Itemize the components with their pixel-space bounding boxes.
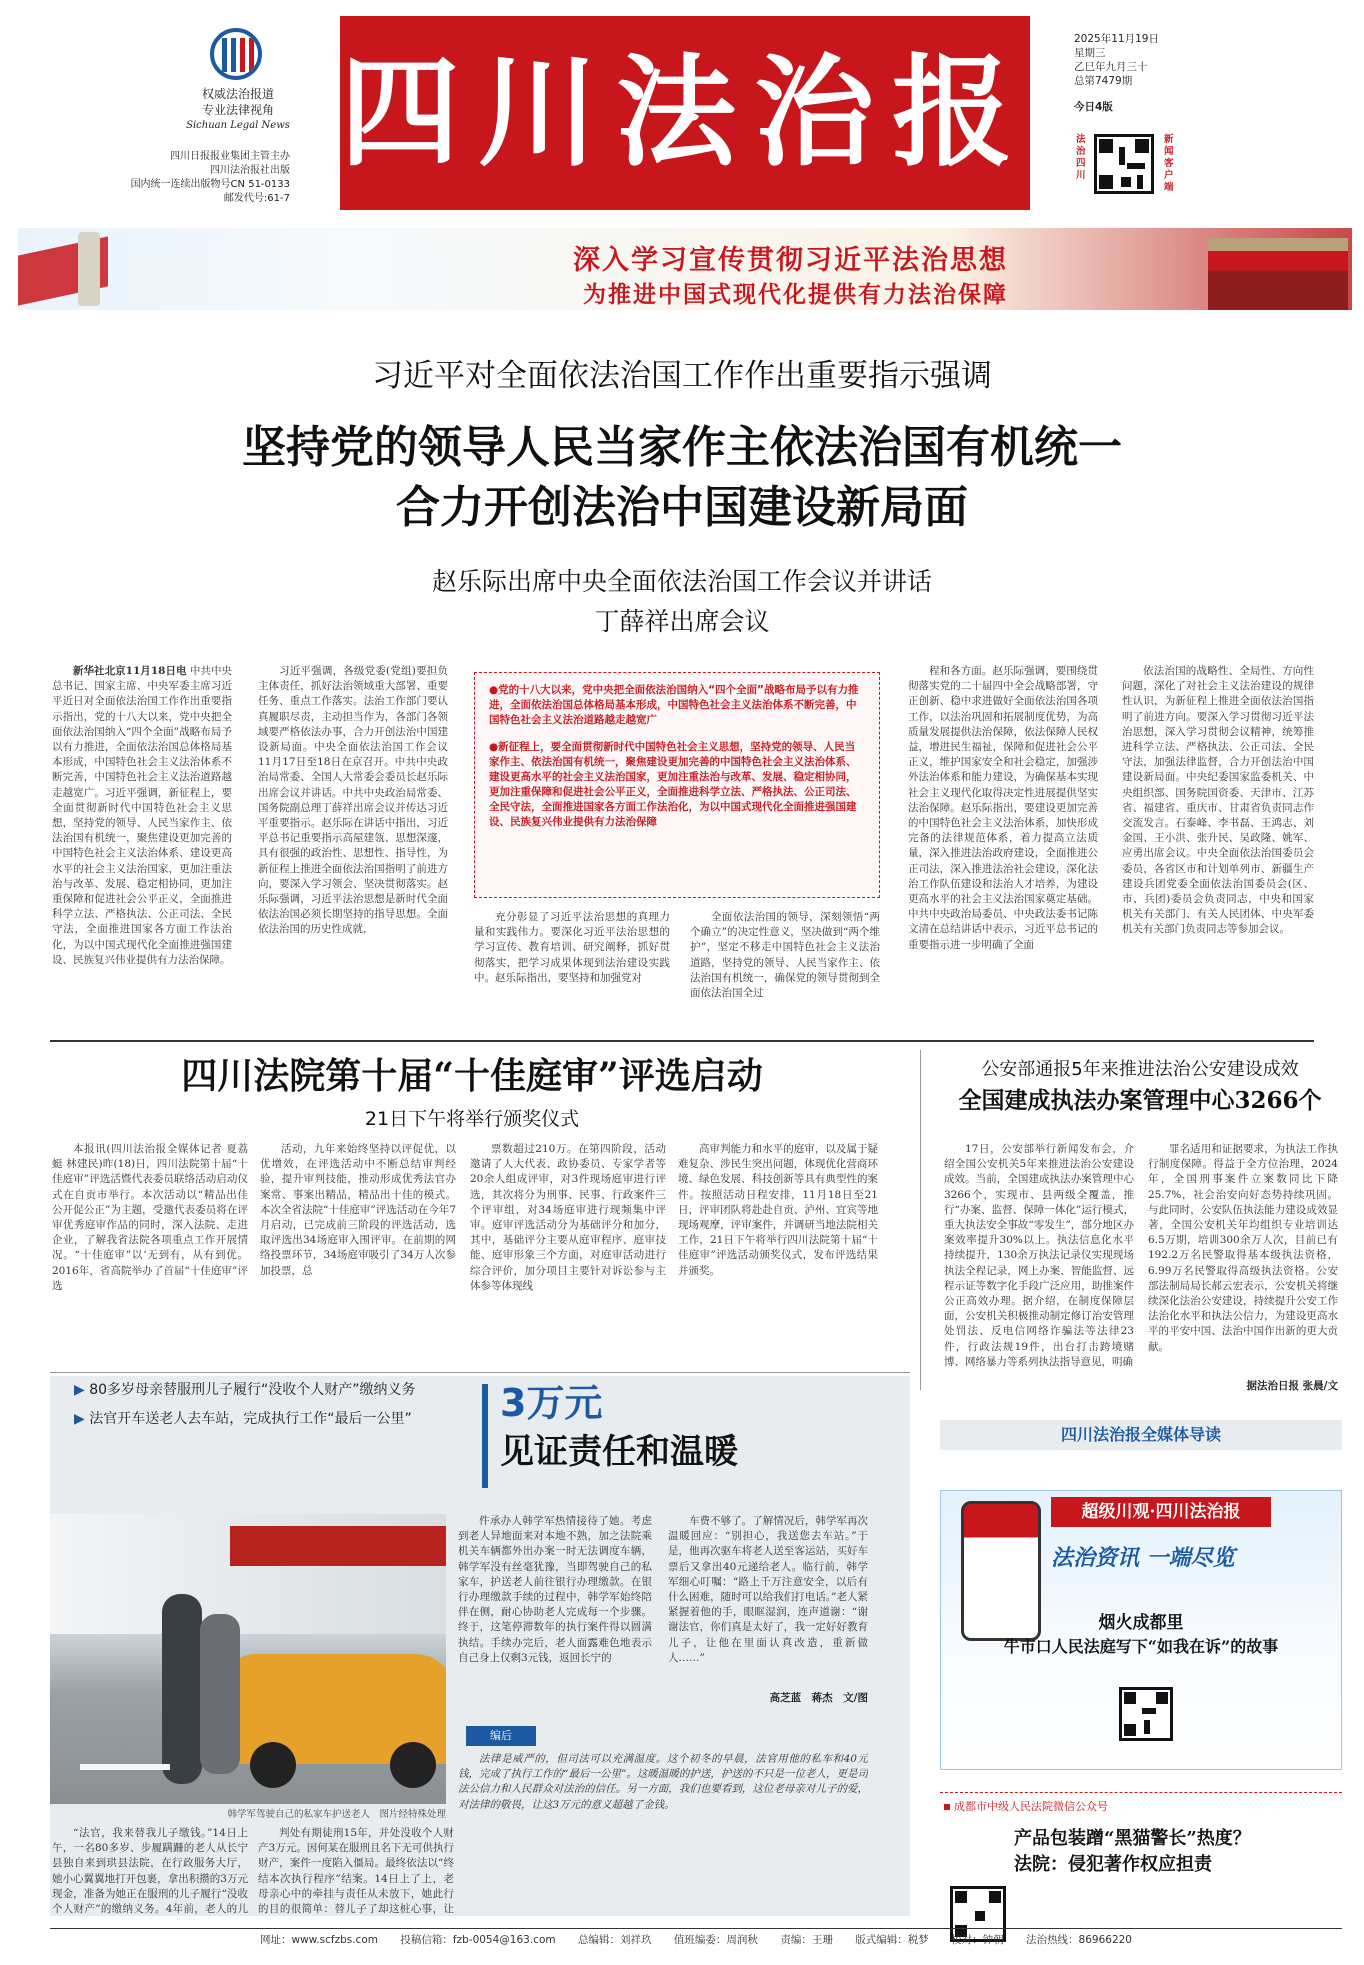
postal-code: 邮发代号:61-7 — [223, 193, 290, 204]
court-subheadline: 21日下午将举行颁奖仪式 — [364, 1108, 580, 1130]
lead-sub-2: 丁薛祥出席会议 — [594, 607, 770, 636]
lead-col-4: 全面依法治国的领导，深刻领悟“两个确立”的决定性意义，坚决做到“两个维护”，坚定不移走中国特色社会主义法治道路，坚持党的领导、人民当家作主、依法治国有机统一，确保党的领导贯彻到全面依法治国全过 — [690, 911, 880, 1000]
sponsor-line2: 四川法治报社出版 — [210, 165, 290, 176]
footer-editor: 责编：王珊 — [780, 1934, 833, 1946]
court-col-1: 本报讯(四川法治报全媒体记者 夏荔蜓 林建民)昨(18)日，四川法院第十届“十佳庭审”评选活暨代表委员联络活动启动仪式在自贡市举行。本次活动以“精品出佳 公开促公正”为主题，受邀代表委员将在评审优秀庭审作品的同时，深入法院、走进企业，了解我省法院各项重点工作开展情况。“十佳庭审”以‘无到有，从有到优。2016年，省高院举办了首届“十佳庭审”评选 — [52, 1143, 248, 1292]
lead-col-2: 习近平强调，各级党委(党组)要担负主体责任，抓好法治领域重大部署、重要任务、重点工作落实。法治工作部门要认真履职尽责，主动担当作为，各部门各领域要严格依法办事，合力开创法治中国建设新局面。中央全面依法治国工作会议11月17日至18日在京召开。中共中央政治局常委、全国人大常委会委员长赵乐际出席会议并讲话。中共中央政治局常委、国务院副总理丁薛祥出席会议并传达习近平重要指示。赵乐际在讲话中指出，习近平总书记重要指示高屋建瓴、思想深邃，具有很强的政治性、思想性、指导性，为新征程上推进全面依法治国指明了前进方向，要深入学习领会、坚决贯彻落实。赵乐际强调，习近平法治思想是新时代全面依法治国必须长期坚持的指导思想。全面依法治国的历史性成就， — [258, 665, 448, 936]
lead-col-1: 中共中央总书记、国家主席、中央军委主席习近平近日对全面依法治国工作作出重要指示指出，党的十八大以来，党中央把全面依法治国纳入“四个全面”战略布局予以有力推进，全面依法治国总体格局基本形成，中国特色社会主义法治体系不断完善，中国特色社会主义法治道路越走越宽广。习近平强调，新征程上，要全面贯彻新时代中国特色社会主义思想，坚持党的领导、人民当家作主、依法治国有机统一，聚焦建设更加完善的中国特色社会主义法治体系、建设更高水平的社会主义法治国家，更加注重法治与改革、发展、稳定相协同，更加注重保障和促进社会公平正义，全面推进科学立法、严格执法、公正司法、全民守法，全面推进国家各方面工作法治化，为以中国式现代化全面推进强国建设、民族复兴伟业提供有力法治保障。 — [52, 665, 232, 966]
feature-headline: 见证责任和温暖 — [500, 1432, 738, 1472]
police-byline: 据法治日报 张晨/文 — [1246, 1380, 1338, 1392]
footer-email[interactable]: 投稿信箱：fzb-0054@163.com — [400, 1934, 556, 1946]
lead-sub-1: 赵乐际出席中央全面依法治国工作会议并讲话 — [431, 567, 932, 596]
footer-chief-editor: 总编辑：刘祥玖 — [578, 1934, 652, 1946]
footer-bar — [50, 1932, 1342, 1947]
editor-note: 法律是威严的，但司法可以充满温度。这个初冬的早晨，法官用他的私车和40元钱，完成了执行工作的“最后一公里”。这暖温暖的护送，护送的不只是一位老人，更是司法公信力和人民群众对法治的信任。另一方面，我们也要看到，这位老母亲对儿子的爱，对法律的敬畏，让这3万元的意义超越了金钱。 — [458, 1753, 868, 1811]
lead-col-5: 程和各方面。赵乐际强调，要围绕贯彻落实党的二十届四中全会战略部署，守正创新、稳中求进做好全面依法治国各项工作，以法治巩固和拓展制度优势，为高质量发展提供法治保障，依法保障人民权益，增进民生福祉，保障和促进社会公平正义，维护国家安全和社会稳定，加强涉外法治体系和能力建设，为确保基本实现社会主义现代化取得决定性进展提供坚实法治保障。赵乐际指出，要建设更加完善的中国特色社会主义法治体系，加快形成完备的法律规范体系，着力提高立法质量，深入推进法治政府建设，全面推进公正司法，深入推进法治社会建设，深化法治工作队伍建设和法治人才培养，为建设更高水平的社会主义法治国家奠定基础。中共中央政治局委员、中央政法委书记陈文清在总结讲话中表示，习近平总书记的重要指示进一步明确了全面 — [908, 665, 1098, 951]
media-section-header: 四川法治报全媒体导读 — [1060, 1425, 1221, 1444]
lead-headline-2: 合力开创法治中国建设新局面 — [396, 482, 968, 533]
court-col-3: 票数超过210万。在第四阶段，活动邀请了人大代表、政协委员、专家学者等20余人组成评审，对3件现场庭审进行评选，其次将分为刑事、民事、行政案件三个评审组，对34场庭审进行现频集中评审。庭审评选活动分为基础评分和加分，其中，基础评分主要从庭审程序、庭审技能、庭审形象三个方面，对庭审活动进行综合评价，加分项目主要针对诉讼参与主体参等体现线 — [470, 1143, 666, 1292]
english-name: Sichuan Legal News — [186, 120, 290, 131]
triangle-bullet-icon: ▶ — [74, 1382, 90, 1398]
editor-note-label: 编后 — [466, 1726, 536, 1746]
media-story-1-line1[interactable]: 烟火成都里 — [1098, 1613, 1184, 1633]
sponsor-line1: 四川日报报业集团主管主办 — [170, 151, 290, 162]
slogan-line2: 专业法律视角 — [201, 103, 274, 117]
issue-lunar: 乙巳年九月三十 — [1074, 61, 1148, 73]
issue-number: 总第7479期 — [1074, 75, 1133, 87]
footer-website[interactable]: 网址：www.scfzbs.com — [260, 1934, 378, 1946]
qr-label-right: 新闻客户端 — [1164, 134, 1174, 193]
media-story-1-qr-code[interactable] — [1119, 1687, 1173, 1741]
lead-dateline: 新华社北京11月18日电 — [73, 665, 187, 677]
media-story-1-line2[interactable]: 牛市口人民法庭写下“如我在诉”的故事 — [1003, 1637, 1279, 1656]
lead-highlight-2: ●新征程上，要全面贯彻新时代中国特色社会主义思想，坚持党的领导、人民当家作主、依法治国有机统一，聚焦建设更加完善的中国特色社会主义法治体系、建设更高水平的社会主义法治国家，更加注重法治与改革、发展、稳定相协同，更加注重保障和促进社会公平正义，全面推进科学立法、严格执法、公正司法、全民守法，全面推进国家各方面工作法治化，为以中国式现代化全面推进强国建设、民族复兴伟业提供有力法治保障 — [489, 741, 857, 828]
lead-headline-1: 坚持党的领导人民当家作主依法治国有机统一 — [242, 422, 1122, 473]
lead-highlight-1: ●党的十八大以来，党中央把全面依法治国纳入“四个全面”战略布局予以有力推进，全面依法治国总体格局基本形成，中国特色社会主义法治体系不断完善，中国特色社会主义法治道路越走越宽广 — [489, 684, 859, 726]
police-headline: 全国建成执法办案管理中心3266个 — [958, 1087, 1322, 1114]
police-col-2: 罪名适用和证据要求，为执法工作执行制度保障。得益于全方位治理，2024年，全国刑事案件立案数同比下降25.7%，社会治安向好态势持续巩固。与此同时，公安队伍执法能力建设成效显著，全国公安机关年均组织专业培训达6.5万期，培训300余万人次，目前已有192.2万名民警取得基本级执法资格，6.99万名民警取得高级执法资格。公安部法制局局长郝云宏表示，公安机关将继续深化法治公安建设，持续提升公安工作法治化水平和执法公信力，为建设更高水平的平安中国、法治中国作出新的更大贡献。 — [1148, 1143, 1338, 1353]
media-wechat-label: 成都市中级人民法院微信公众号 — [954, 1800, 1108, 1813]
feature-photo — [50, 1514, 446, 1804]
footer-layout-editor: 版式编辑：税梦 — [855, 1934, 929, 1946]
banner-line2: 为推进中国式现代化提供有力法治保障 — [583, 281, 1008, 308]
newspaper-logo-icon — [210, 28, 262, 80]
feature-teaser-1[interactable]: ▶ 80多岁母亲替服刑儿子履行“没收个人财产”缴纳义务 — [74, 1382, 416, 1398]
media-promo-box[interactable] — [940, 1490, 1342, 1770]
footer-duty-editor: 值班编委：周润秋 — [673, 1934, 758, 1946]
triangle-bullet-icon: ▶ — [74, 1411, 90, 1427]
page-count: 今日4版 — [1074, 101, 1113, 113]
police-col-1: 17日，公安部举行新闻发布会，介绍全国公安机关5年来推进法治公安建设成效。当前，全国建成执法办案管理中心3266个，实现市、县两级全覆盖，推行“办案、监督、保障一体化”运行模式，重大执法安全事故“零发生”，部分地区办案效率提升30%以上。执法信息化水平持续提升，130余万执法记录仪实现现场执法全程记录，网上办案、智能监督、远程示证等数字化手段广泛应用，助推案件公正高效办理。据介绍，在制度保障层面，公安机关积极推动制定修订治安管理处罚法、反电信网络诈骗法等法律23件，行政法规19件，出台打击跨境赌博、网络暴力等系列执法指导意见，明确 — [944, 1143, 1134, 1368]
wechat-bullet-icon — [944, 1804, 950, 1810]
feature-col-2: 判处有期徒刑15年，并处没收个人财产3万元。因何某在服刑且名下无可供执行财产，案件一度陷入僵局。最终依法以“终结本次执行程序”结案。14日上了上，老母亲心中的牵挂与责任从未放下，她此行的目的很简单：替儿子了却这桩心事，让 — [258, 1827, 454, 1916]
media-story-2-line2[interactable]: 法院：侵犯著作权应担责 — [1014, 1854, 1212, 1875]
lead-col-6: 依法治国的战略性、全局性、方向性问题，深化了对社会主义法治建设的规律性认识，为新征程上推进全面依法治国指明了前进方向。要深入学习贯彻习近平法治思想，深入学习贯彻会议精神，统筹推进科学立法、严格执法、公正司法、全民守法，加强法律监督，合力开创法治中国建设新局面。中央纪委国家监委机关、中央组织部、国务院国资委、天津市、江苏省、福建省、重庆市、甘肃省负责同志作交流发言。石泰峰、李书磊、王鸿志、刘金国、王小洪、张升民、吴政隆、姚军、应勇出席会议。中央全面依法治国委员会委员，各省区市和计划单列市、新疆生产建设兵团党委全面依法治国委员会(区、市、兵团)委员会负责同志，中央和国家机关有关部门、有关人民团体、中央军委机关有关部门负责同志等参加会议。 — [1122, 665, 1314, 936]
police-kicker: 公安部通报5年来推进法治公安建设成效 — [981, 1059, 1299, 1080]
court-col-4: 高审判能力和水平的庭审，以及属于疑难复杂、涉民生突出问题，体现优化营商环境、绿色发展、科技创新等具有典型性的案件。按照活动日程安排，11月18日至21日，评审团队将赴赴自贡、泸州、宜宾等地现场观摩，评审案件，并调研当地法院相关工作，21日下午将举行四川法院第十届“十佳庭审”评选活动颁奖仪式，发布评选结果并颁奖。 — [678, 1143, 878, 1277]
issue-date: 2025年11月19日 — [1074, 33, 1159, 45]
feature-headline-amount: 3万元 — [500, 1381, 603, 1425]
tiananmen-gate-icon — [1208, 238, 1348, 310]
newspaper-title: 四川法治报 — [340, 16, 1030, 210]
feature-headline-bar-icon — [482, 1384, 488, 1488]
promo-brand: 超级川观·四川法治报 — [1051, 1497, 1271, 1527]
footer-proofreader: 校对：钟朝 — [951, 1934, 1004, 1946]
footer-hotline: 法治热线：86966220 — [1026, 1934, 1132, 1946]
court-headline: 四川法院第十届“十佳庭审”评选启动 — [181, 1055, 763, 1097]
issue-weekday: 星期三 — [1074, 47, 1106, 59]
lead-col-3: 充分彰显了习近平法治思想的真理力量和实践伟力。要深化习近平法治思想的学习宣传、教育培训、研究阐释，抓好贯彻落实，把学习成果体现到法治建设实践中。赵乐际指出，要坚持和加强党对 — [474, 911, 670, 984]
feature-col-3: 件承办人韩学军热情接待了她。考虑到老人异地面来对本地不熟，加之法院乘机关车辆都外出办案一时无法调度车辆，韩学军没有丝毫犹豫，当即驾驶自己的私家车，护送老人前往银行办理缴款。在银行办理缴款手续的过程中，韩学军始终陪伴在侧，耐心协助老人完成每一个步骤。终于，这笔停滞数年的执行案件得以圆满执结。手续办完后，老人面露难色地表示自己身上仅剩3元钱，返回长宁的 — [458, 1515, 652, 1664]
media-story-2-line1[interactable]: 产品包装蹭“黑猫警长”热度？ — [1014, 1828, 1251, 1849]
slogan-line1: 权威法治报道 — [201, 87, 274, 101]
lead-highlight-box — [474, 672, 880, 898]
feature-photo-caption: 韩学军驾驶自己的私家车护送老人 图片经特殊处理 — [227, 1809, 446, 1820]
qr-label-left: 法治四川 — [1076, 134, 1086, 181]
lead-kicker: 习近平对全面依法治国工作作出重要指示强调 — [372, 358, 992, 394]
banner-line1: 深入学习宣传贯彻习近平法治思想 — [573, 245, 1008, 276]
slogan-banner — [18, 228, 1352, 310]
feature-col-4: 车费不够了。了解情况后，韩学军再次温暖回应：“别担心，我送您去车站。”于是，他再次驱车将老人送至客运站，买好车票后又拿出40元递给老人。临行前，韩学军细心叮嘱：“路上千万注意安全，以后有什么困难，随时可以给我们打电话。”老人紧紧握着他的手，眼眶湿润，连声道谢：“谢谢法官，你们真是太好了，我一定好好教育儿子，让他在里面认真改造，重新做人……” — [668, 1515, 868, 1664]
cn-number: 国内统一连续出版物号CN 51-0133 — [130, 179, 290, 190]
promo-slogan: 法治资讯 一端尽览 — [1051, 1546, 1235, 1571]
feature-byline: 高芝蓝 蒋杰 文/图 — [769, 1692, 868, 1704]
feature-col-1: “法官，我来替我儿子缴钱。”14日上午，一名80多岁、步履蹒跚的老人从长宁县独自来到珙县法院，在行政服务大厅，她小心翼翼地打开包裹，拿出积攒的3万元现金，准备为她正在服刑的儿子履行“没收个人财产”的缴纳义务。4年前，老人的儿 — [52, 1827, 248, 1916]
app-qr-code[interactable] — [1094, 134, 1154, 194]
court-col-2: 活动，九年来始终坚持以评促优，以优增效，在评选活动中不断总结审判经验，提升审判技能，推动形成优秀法官办案常、事案出精品，精品出十佳的模式。本次全省法院“十佳庭审”评选活动在今年7月启动，已完成前三阶段的评选活动，选取评选出34场庭审入围评审。在前期的网络投票环节，34场庭审吸引了34万人次参加投票，总 — [260, 1143, 456, 1277]
feature-teaser-2[interactable]: ▶ 法官开车送老人去车站，完成执行工作“最后一公里” — [74, 1411, 412, 1427]
